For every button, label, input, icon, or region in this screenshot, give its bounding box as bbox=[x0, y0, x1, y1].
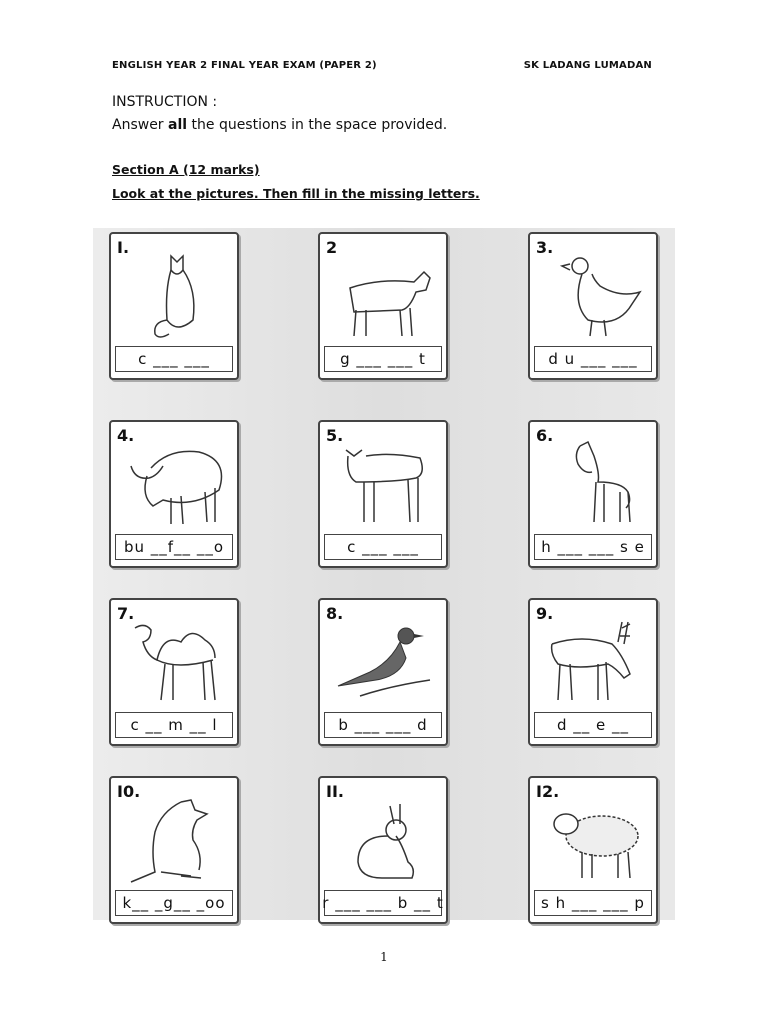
card-3 bbox=[528, 232, 658, 380]
page-number: 1 bbox=[380, 950, 388, 964]
card-5 bbox=[318, 420, 448, 568]
card-number: 6. bbox=[536, 426, 554, 445]
card-8 bbox=[318, 598, 448, 746]
bird-icon bbox=[330, 614, 440, 712]
section-title: Section A (12 marks) bbox=[112, 162, 260, 177]
rabbit-icon bbox=[330, 792, 440, 890]
card-number: 9. bbox=[536, 604, 554, 623]
buffalo-icon bbox=[121, 436, 231, 534]
answer-box[interactable]: d u ___ ___ bbox=[534, 346, 652, 372]
page-header bbox=[112, 60, 652, 71]
card-number: 4. bbox=[117, 426, 135, 445]
card-9 bbox=[528, 598, 658, 746]
cow-icon bbox=[330, 436, 440, 534]
answer-box[interactable]: r ___ ___ b __ t bbox=[324, 890, 442, 916]
duck-icon bbox=[540, 248, 650, 346]
card-2 bbox=[318, 232, 448, 380]
answer-box[interactable]: b ___ ___ d bbox=[324, 712, 442, 738]
card-number: 2 bbox=[326, 238, 338, 257]
card-10 bbox=[109, 776, 239, 924]
card-4 bbox=[109, 420, 239, 568]
card-1 bbox=[109, 232, 239, 380]
cat-icon bbox=[121, 248, 231, 346]
answer-box[interactable]: g ___ ___ t bbox=[324, 346, 442, 372]
instruction-suffix: the questions in the space provided. bbox=[187, 117, 448, 133]
instruction-bold: all bbox=[168, 117, 188, 133]
card-number: I. bbox=[117, 238, 130, 257]
deer-icon bbox=[540, 614, 650, 712]
card-number: I0. bbox=[117, 782, 141, 801]
card-number: 5. bbox=[326, 426, 344, 445]
answer-box[interactable]: d __ e __ bbox=[534, 712, 652, 738]
instruction-text bbox=[112, 117, 447, 133]
horse-icon bbox=[540, 436, 650, 534]
instruction-prefix: Answer bbox=[112, 117, 169, 133]
worksheet-photo bbox=[93, 228, 675, 920]
answer-box[interactable]: bu __f__ __o bbox=[115, 534, 233, 560]
answer-box[interactable]: c ___ ___ bbox=[115, 346, 233, 372]
answer-box[interactable]: s h ___ ___ p bbox=[534, 890, 652, 916]
card-number: I2. bbox=[536, 782, 560, 801]
card-12 bbox=[528, 776, 658, 924]
card-7 bbox=[109, 598, 239, 746]
goat-icon bbox=[330, 248, 440, 346]
exam-title: ENGLISH YEAR 2 FINAL YEAR EXAM (PAPER 2) bbox=[112, 60, 377, 71]
card-number: 8. bbox=[326, 604, 344, 623]
card-number: 3. bbox=[536, 238, 554, 257]
camel-icon bbox=[121, 614, 231, 712]
answer-box[interactable]: h ___ ___ s e bbox=[534, 534, 652, 560]
answer-box[interactable]: k__ _g__ _oo bbox=[115, 890, 233, 916]
card-number: 7. bbox=[117, 604, 135, 623]
answer-box[interactable]: c __ m __ l bbox=[115, 712, 233, 738]
card-11 bbox=[318, 776, 448, 924]
school-name: SK LADANG LUMADAN bbox=[523, 60, 652, 71]
instruction-title: INSTRUCTION : bbox=[112, 94, 218, 110]
kangaroo-icon bbox=[121, 792, 231, 890]
card-6 bbox=[528, 420, 658, 568]
card-number: II. bbox=[326, 782, 344, 801]
answer-box[interactable]: c ___ ___ bbox=[324, 534, 442, 560]
section-subtitle: Look at the pictures. Then fill in the missing letters. bbox=[112, 186, 480, 201]
sheep-icon bbox=[540, 792, 650, 890]
